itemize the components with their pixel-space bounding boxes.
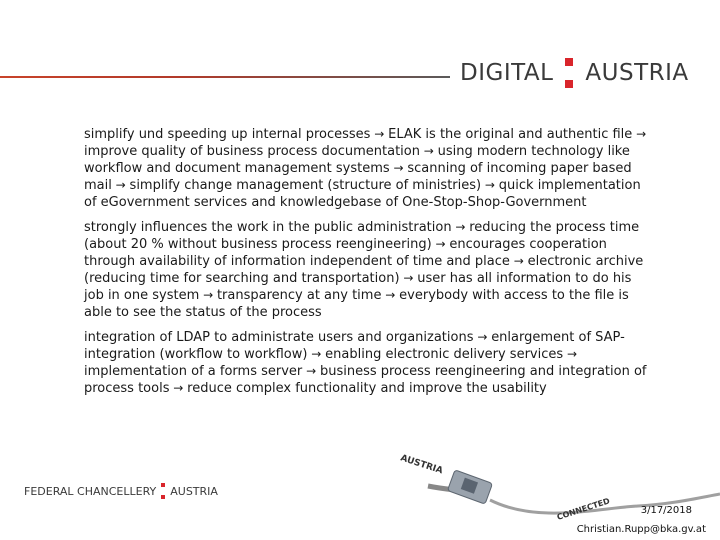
paragraph-segment: business process reengineering and integration of process tools (84, 364, 647, 396)
paragraph-segment: enabling electronic delivery services (325, 347, 564, 362)
paragraph-segment: scanning of incoming paper based mail (84, 161, 632, 193)
arrow-right-icon: → (399, 271, 418, 285)
paragraph-segment: encourages cooperation through availability of information independent of time and place (84, 237, 607, 269)
art-label-bottom: CONNECTED (555, 496, 611, 522)
arrow-right-icon: → (381, 288, 400, 302)
arrow-right-icon: → (370, 127, 389, 141)
paragraph-segment: strongly influences the work in the public administration (84, 220, 452, 235)
arrow-right-icon: → (419, 144, 438, 158)
arrow-right-icon: → (111, 178, 130, 192)
arrow-right-icon: → (473, 330, 492, 344)
paragraph-segment: simplify und speeding up internal processes (84, 127, 371, 142)
author-email: Christian.Rupp@bka.gv.at (576, 524, 706, 535)
arrow-right-icon: → (431, 237, 450, 251)
arrow-right-icon: → (563, 347, 578, 361)
arrow-right-icon: → (632, 127, 647, 141)
paragraph-segment: implementation of a forms server (84, 364, 303, 379)
paragraph-3 (84, 329, 654, 397)
paragraph-segment: ELAK is the original and authentic file (388, 127, 633, 142)
footer-logo-right-text: AUSTRIA (170, 484, 218, 498)
arrow-right-icon: → (389, 161, 408, 175)
digital-austria-logo (460, 58, 689, 88)
paragraph-segment: improve quality of business process documentation (84, 144, 420, 159)
arrow-right-icon: → (481, 178, 499, 192)
art-label-top: AUSTRIA (399, 453, 444, 477)
paragraph-segment: simplify change management (structure of ministries) (129, 178, 482, 193)
paragraph-segment: everybody with access to the file is able to see the status of the process (84, 288, 629, 320)
paragraph-segment: reducing the process time (about 20 % without business process reengineering) (84, 220, 640, 252)
paragraph-1 (84, 126, 654, 211)
paragraph-segment: enlargement of SAP-integration (workflow to workflow) (84, 330, 625, 362)
slide-body (84, 126, 654, 405)
brand-left-text: DIGITAL (460, 60, 554, 86)
slide-date: 3/17/2018 (640, 505, 692, 516)
federal-chancellery-logo (24, 483, 218, 499)
paragraph-segment: using modern technology like workflow and document management systems (84, 144, 630, 176)
paragraph-segment: user has all information to do his job in one system (84, 271, 632, 303)
arrow-right-icon: → (199, 288, 217, 302)
paragraph-segment: reduce complex functionality and improve the usability (187, 381, 547, 396)
paragraph-segment: transparency at any time (216, 288, 382, 303)
arrow-right-icon: → (307, 347, 326, 361)
arrow-right-icon: → (451, 220, 470, 234)
paragraph-segment: integration of LDAP to administrate users and organizations (84, 330, 474, 345)
footer-brand-mark-icon (161, 483, 165, 499)
arrow-right-icon: → (509, 254, 528, 268)
arrow-right-icon: → (169, 381, 188, 395)
header-divider-line (0, 76, 450, 78)
footer-logo-left-text: FEDERAL CHANCELLERY (24, 484, 157, 498)
brand-right-text: AUSTRIA (585, 60, 689, 86)
paragraph-segment: quick implementation of eGovernment services and knowledgebase of One-Stop-Shop-Government (84, 178, 641, 210)
paragraph-2 (84, 219, 654, 321)
paragraph-segment: electronic archive (reducing time for searching and transportation) (84, 254, 644, 286)
arrow-right-icon: → (302, 364, 320, 378)
brand-mark-icon (565, 58, 573, 88)
